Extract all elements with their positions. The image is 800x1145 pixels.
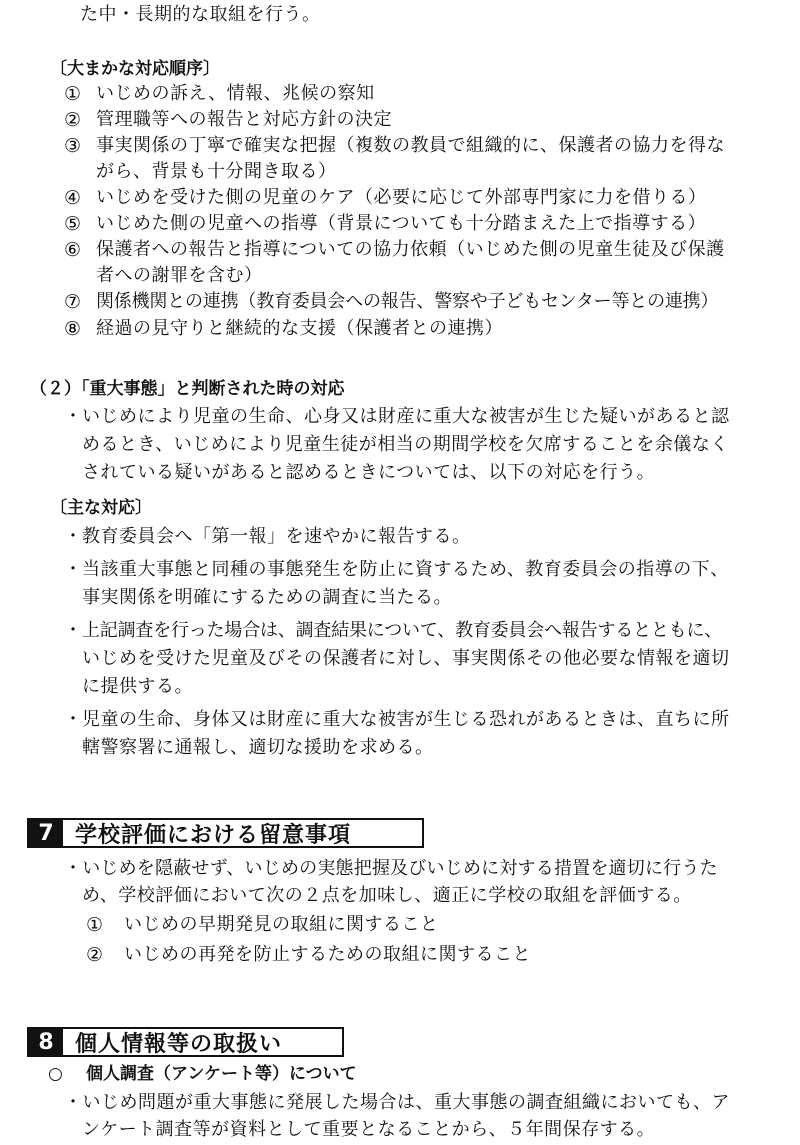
order-text: 関係機関との連携（教育委員会への報告、警察や子どもセンター等との連携） (96, 291, 719, 312)
action-text: に提供する。 (82, 676, 193, 697)
section-8-line: ンケート調査等が資料として重要となることから、５年間保存する。 (82, 1119, 656, 1140)
bullet-mark: ・ (64, 559, 83, 580)
serious-intro-line: めるとき、いじめにより児童生徒が相当の期間学校を欠席することを余儀なく (82, 434, 729, 455)
section-title: 個人情報等の取扱い (75, 1031, 283, 1057)
order-text: いじめを受けた側の児童のケア（必要に応じて外部専門家に力を借りる） (96, 187, 707, 208)
action-text: 教育委員会へ「第一報」を速やかに報告する。 (82, 526, 471, 547)
bullet-mark: ・ (64, 620, 83, 641)
section-7-heading (27, 818, 424, 848)
main-actions-header: 〔主な対応〕 (50, 498, 152, 518)
action-text: いじめを受けた児童及びその保護者に対し、事実関係その他必要な情報を適切 (82, 648, 730, 669)
section-7-line: ・いじめを隠蔽せず、いじめの実態把握及びいじめに対する措置を適切に行うた (64, 858, 718, 879)
eval-text: いじめの早期発見の取組に関すること (124, 914, 439, 935)
eval-num: ① (86, 914, 104, 936)
order-num: ③ (64, 135, 82, 157)
action-text: 事実関係を明確にするための調査に当たる。 (82, 587, 452, 608)
order-num: ① (64, 83, 82, 105)
section-title: 学校評価における留意事項 (75, 822, 352, 848)
section-8-line: ・いじめ問題が重大事態に発展した場合は、重大事態の調査組織においても、ア (64, 1092, 730, 1113)
serious-intro-line: いじめにより児童の生命、心身又は財産に重大な被害が生じた疑いがあると認 (82, 406, 730, 427)
section-number: 8 (29, 1029, 63, 1055)
circle-mark: ○ (48, 1064, 63, 1084)
action-text: 当該重大事態と同種の事態発生を防止に資するため、教育委員会の指導の下、 (82, 559, 729, 580)
order-num: ② (64, 109, 82, 131)
order-num: ⑧ (64, 318, 82, 340)
order-text: いじめた側の児童への指導（背景についても十分踏まえた上で指導する） (96, 213, 707, 234)
order-num: ⑥ (64, 239, 82, 261)
section-8-heading (27, 1027, 344, 1057)
serious-intro-line: されている疑いがあると認めるときについては、以下の対応を行う。 (82, 462, 656, 483)
section-8-subtitle: 個人調査（アンケート等）について (86, 1064, 357, 1084)
section-7-line: め、学校評価において次の２点を加味し、適正に学校の取組を評価する。 (82, 885, 692, 906)
order-num: ⑦ (64, 291, 82, 313)
order-text: 者への謝罪を含む） (96, 265, 263, 286)
action-text: 児童の生命、身体又は財産に重大な被害が生じる恐れがあるときは、直ちに所 (82, 709, 730, 730)
order-num: ④ (64, 187, 82, 209)
bullet-mark: ・ (64, 709, 83, 730)
order-text: 経過の見守りと継続的な支援（保護者との連携） (96, 318, 503, 339)
order-text: いじめの訴え、情報、兆候の察知 (96, 83, 375, 104)
action-text: 上記調査を行った場合は、調査結果について、教育委員会へ報告するとともに、 (82, 620, 723, 641)
eval-text: いじめの再発を防止するための取組に関すること (124, 944, 531, 965)
action-text: 轄警察署に通報し、適切な援助を求める。 (82, 737, 434, 758)
order-header: 〔大まかな対応順序〕 (50, 59, 220, 79)
order-num: ⑤ (64, 213, 82, 235)
bullet-mark: ・ (64, 406, 83, 427)
serious-header: （２）「重大事態」と判断された時の対応 (30, 379, 345, 399)
eval-num: ② (86, 944, 104, 966)
order-text: がら、背景も十分聞き取る） (96, 161, 337, 182)
section-number: 7 (29, 820, 63, 846)
bullet-mark: ・ (64, 526, 83, 547)
intro-text: た中・長期的な取組を行う。 (80, 4, 321, 25)
order-text: 事実関係の丁寧で確実な把握（複数の教員で組織的に、保護者の協力を得な (96, 135, 725, 156)
order-text: 管理職等への報告と対応方針の決定 (96, 109, 392, 130)
order-text: 保護者への報告と指導についての協力依頼（いじめた側の児童生徒及び保護 (96, 239, 725, 260)
